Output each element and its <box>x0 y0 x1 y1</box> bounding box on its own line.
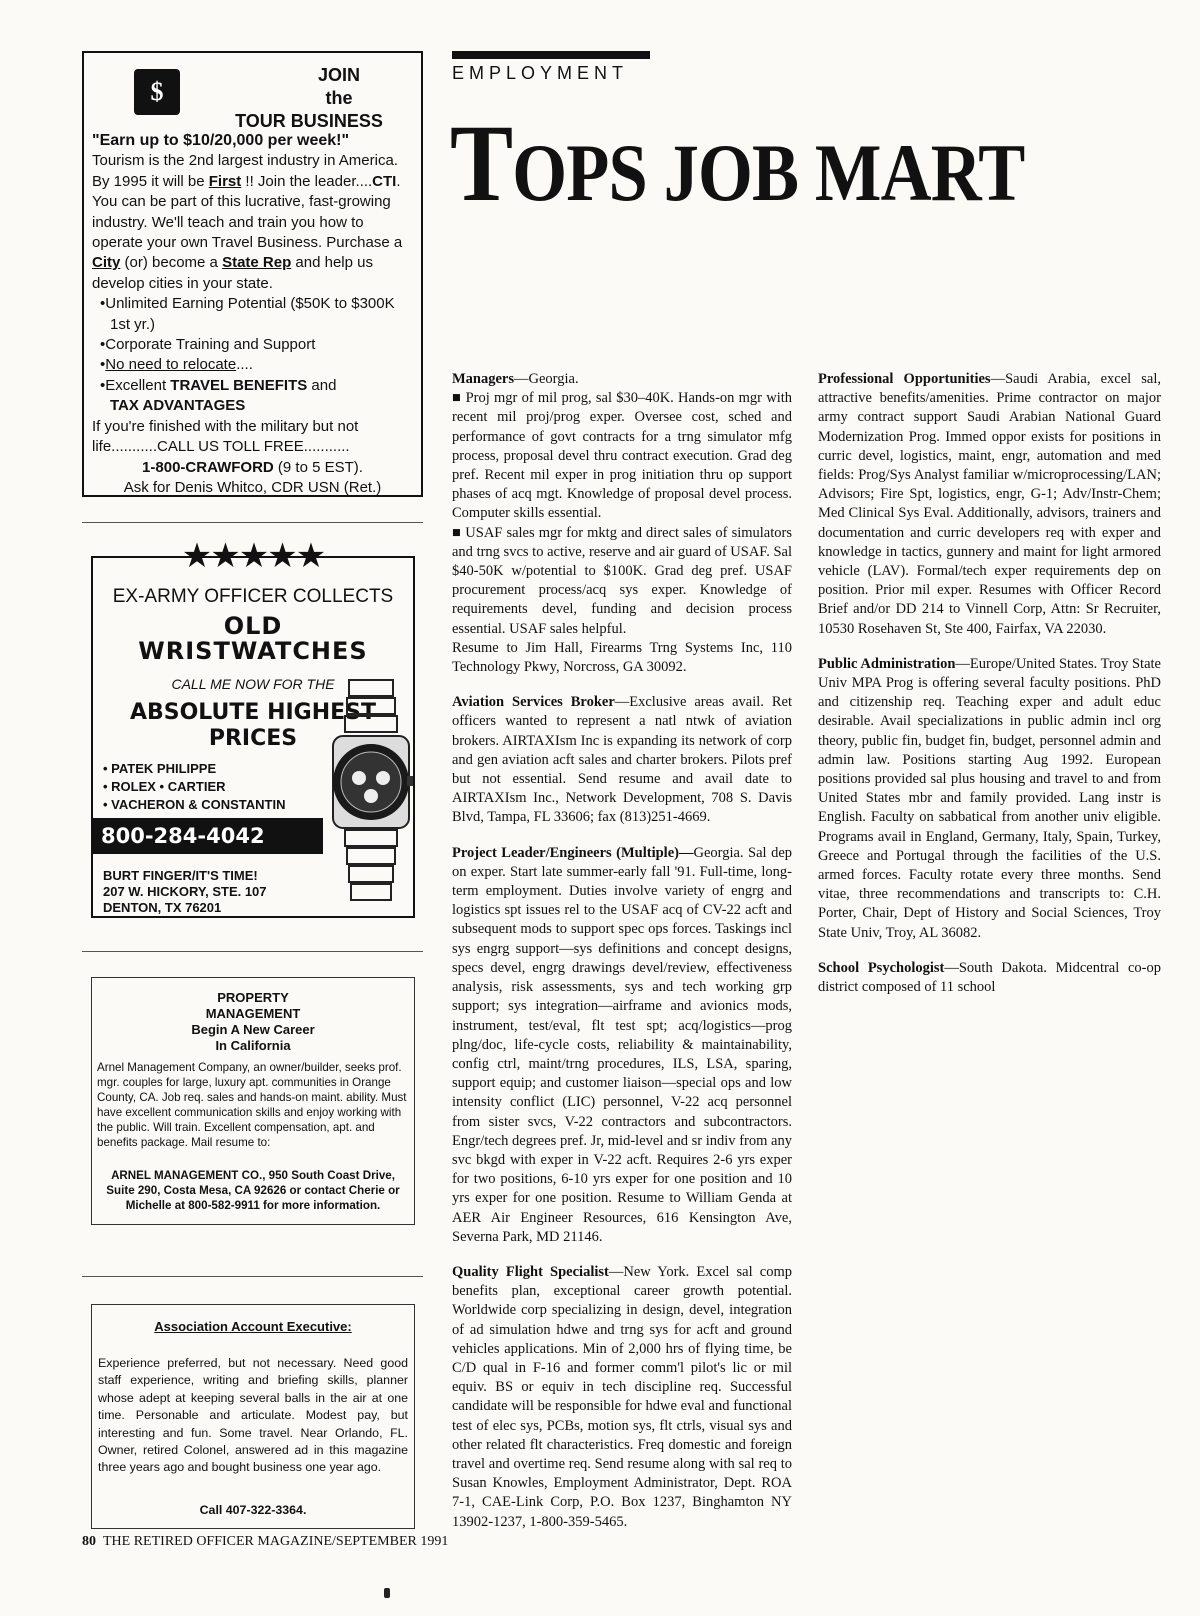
ad-bullet: •No need to relocate.... <box>100 356 253 374</box>
ad-bullet: •Corporate Training and Support <box>100 336 316 354</box>
listing-body: ■ USAF sales mgr for mktg and direct sales of simulators and trng svcs to active, reserve and air guard of USAF. Sal $40-50K w/potential to $100K. Grad deg pref. USAF procurement process/acq sys exper. Knowledge of requirements devel, funding and decision process essential. USAF sales helpful. <box>452 524 792 637</box>
ad-heading-line: JOIN <box>317 65 360 85</box>
page-title: TOPS JOB MART <box>450 102 1025 224</box>
ad-headline: ABSOLUTE HIGHEST PRICES <box>129 700 377 751</box>
listing-heading: Managers—Georgia. <box>452 371 579 387</box>
list-item: • ROLEX • CARTIER <box>103 779 226 794</box>
stars-icon: ★★★★★ <box>181 536 325 576</box>
ad-body: Arnel Management Company, an owner/builder, seeks prof. mgr. couples for large, luxury apt. communities in Orange County, CA. Job req. sales and hands-on maint. ability. Must have excellent communication skills and enjoy working with the public. Will train. Excellent compensation, apt. and benefits package. Mail resume to: <box>97 1061 407 1149</box>
listing-body: ■ Proj mgr of mil prog, sal $30–40K. Hands-on mgr with recent mil proj/prog exper. Oversee cost, sched and performance of govt contracts for a trng simulator mfg process, proposal devel thru contract execution. Grad deg pref. Recent mil exper in prog initiation thru op support phases of acq mgt. Knowledge of proposal devel process. Computer skills essential. <box>452 390 792 522</box>
listing: Professional Opportunities—Saudi Arabia, excel sal, attractive benefits/amenities. Prime contractor on major army contract support Saudi Arabian National Guard Modernization Prog. Immed oppor exists for positions in curric devel, logistics, maint, engr, automation and med fields: Prog/Sys Analyst familiar w/microprocessing/LAN; Advisors; Fire Spt, logistics, engr, G-1; Adv/Instr-Chem; Med Clinical Sys Eval. Additionally, advisors, trainers and documentation and curric developers req with exper and knowledge in tactics, gunnery and maint for light armored vehicle (LAV). Formal/tech exper requirements dep on position. Prior mil exper. Resumes with Officer Record Brief and/or DD 214 to Vinnell Corp, Attn: Sr Recruiter, 10530 Rosehaven St, Ste 400, Fairfax, VA 22030. <box>818 371 1162 637</box>
ad-phone: 800-284-4042 <box>91 818 323 854</box>
ad-contact: Ask for Denis Whitco, CDR USN (Ret.) <box>123 478 382 496</box>
ad-paragraph: If you're finished with the military but not life...........CALL US TOLL FREE........... <box>92 417 359 456</box>
ad-bullet: •Unlimited Earning Potential ($50K to $300K 1st yr.) <box>100 295 395 333</box>
property-management-ad <box>91 977 415 1225</box>
list-item: • PATEK PHILIPPE <box>103 761 217 776</box>
ad-heading-line: the <box>325 88 353 108</box>
listing: Public Administration—Europe/United States. Troy State Univ MPA Prog is offering several faculty positions. PhD and citizenship req. Teaching exper and adult educ desirable. Avail specializations in public admin incl org theory, public fin, budget fin, budget, personnel admin and admin law. Positions starting Aug 1992. European positions provided sal plus housing and travel to and from United States mbr and family provided. Lang instr is English. Faculty on sabbatical from another univ eligible. Programs avail in England, Germany, Italy, Spain, Turkey, Greece and Portugal through the facilities of the U.S. armed forces. Faculty rotate every three months. Send vitae, three recommendations and transcripts to: C.H. Porter, Chair, Dept of History and Social Sciences, Troy State Univ, Troy, AL 36082. <box>818 655 1161 941</box>
section-label: EMPLOYMENT <box>452 63 629 83</box>
divider <box>82 522 423 523</box>
ad-address: BURT FINGER/IT'S TIME! 207 W. HICKORY, STE. 107 DENTON, TX 76201 <box>103 868 267 915</box>
association-executive-ad <box>91 1304 415 1529</box>
ad-phone: Call 407-322-3364. <box>199 1503 307 1517</box>
ad-heading-line: TOUR BUSINESS <box>235 111 383 131</box>
divider <box>82 1276 423 1277</box>
listing: Quality Flight Specialist—New York. Excel sal comp benefits plan, exceptional career growth potential. Worldwide corp specializing in design, devel, integration of ad simulation hdwe and trng sys for acft and ground vehicles applications. Min of 2,000 hrs of flying time, be C/D qual in F-16 and former comm'l pilot's lic or mil equiv. BS or equiv in tech discipline req. Successful candidate will be responsible for hdwe eval and functional test of elec sys, PCBs, motion sys, flt ctrls, visual sys and other related flt characteristics. Freq domestic and foreign travel and overtime req. Send resume along with sal req to Susan Knowles, Employment Administrator, Dept. ROA 7-1, CAE-Link Corp, P.O. Box 1237, Binghamton NY 13902-1237, 1-800-359-5465. <box>452 1263 792 1530</box>
listing: School Psychologist—South Dakota. Midcentral co-op district composed of 11 school <box>818 959 1162 996</box>
ad-heading: Association Account Executive: <box>154 1319 352 1334</box>
brand-list <box>103 760 285 814</box>
listing: Aviation Services Broker—Exclusive areas avail. Ret officers wanted to represent a natl ntwk of aviation brokers. AIRTAXIsm Inc is expanding its network of corp and gen aviation acft sales and charter brokers. Pilots pref but not essential. Send resume and avail date to AIRTAXIsm Inc., Network Development, 708 S. Davis Blvd, Tampa, FL 33606; fax (813)251-4669. <box>452 694 792 826</box>
ad-body: Experience preferred, but not necessary. Need good staff experience, writing and briefing skills, planner whose adept at keeping several balls in the air at one time. Personable and articulate. Modest pay, but interesting and fun. Some travel. Near Orlando, FL. Owner, retired Colonel, answered ad in this magazine three years ago and bought business one year ago. <box>98 1356 408 1475</box>
ad-heading: PROPERTY MANAGEMENT Begin A New Career In California <box>191 990 315 1053</box>
ad-contact: ARNEL MANAGEMENT CO., 950 South Coast Drive, Suite 290, Costa Mesa, CA 92626 or contact Cherie or Michelle at 800-582-9911 for more information. <box>106 1169 400 1212</box>
wristwatch-ad <box>91 536 415 918</box>
listings-column-right <box>818 370 1161 1013</box>
money-bag-logo-icon: $ <box>134 69 180 115</box>
ad-headline: OLD WRISTWATCHES <box>138 612 368 665</box>
tour-business-ad <box>82 51 423 497</box>
print-mark <box>384 1588 390 1598</box>
ad-bullet: •Excellent TRAVEL BENEFITS and TAX ADVANTAGES <box>100 376 337 415</box>
ad-line: EX-ARMY OFFICER COLLECTS <box>112 586 394 607</box>
ad-line: CALL ME NOW FOR THE <box>171 676 335 692</box>
wristwatch-icon <box>315 678 413 903</box>
list-item: • VACHERON & CONSTANTIN <box>103 797 286 812</box>
ad-tagline: "Earn up to $10/20,000 per week!" <box>92 132 350 149</box>
divider <box>82 951 423 952</box>
page-footer: 80 THE RETIRED OFFICER MAGAZINE/SEPTEMBER 1991 <box>82 1534 449 1549</box>
listing-body: Resume to Jim Hall, Firearms Trng Systems Inc, 110 Technology Pkwy, Norcross, GA 30092. <box>452 639 792 676</box>
section-bar <box>452 51 650 59</box>
listing: Project Leader/Engineers (Multiple)—Georgia. Sal dep on exper. Start late summer-early fall '91. Full-time, long-term employment. Duties involve variety of engrg and logistics spt issues rel to the USAF acq of CV-22 acft and subsequent mods to support spec ops forces. Taskings incl sys engrg support—sys definitions and concept designs, specs devel, engrg drawings devel/review, effectiveness analysis, risk assessments, sys and tech working grp support; sys integration—airframe and avionics mods, instrument, test/eval, flt test spt; acq/logistics—prog plng/doc, life-cycle costs, reliability & maintainability, config ctrl, maint/trng procedures, ILS, LSA, sparing, support equip; and customer liaison—special ops and low intensity conflict (LIC) personnel, V-22 acq personnel from sister svcs, V-22 contractors and subcontractors. Engr/tech degrees pref. Jr, mid-level and sr indiv from any svc bkgd with exper in V-22 acft. Requires 2-6 yrs exper for two positions, 6-10 yrs exper for one position and 10 yrs exper for one position. Resume to William Genda at AER Air Engineer Resources, 616 Kensington Ave, Severna Park, MD 21146. <box>452 844 793 1245</box>
ad-phone: 1-800-CRAWFORD (9 to 5 EST). <box>142 458 363 476</box>
ad-paragraph: Tourism is the 2nd largest industry in America. By 1995 it will be First !! Join the leader....CTI. You can be part of this lucrative, fast-growing industry. We'll teach and train you how to operate your own Travel Business. Purchase a City (or) become a State Rep and help us develop cities in your state. <box>92 152 403 292</box>
listings-column-middle <box>452 370 792 1548</box>
